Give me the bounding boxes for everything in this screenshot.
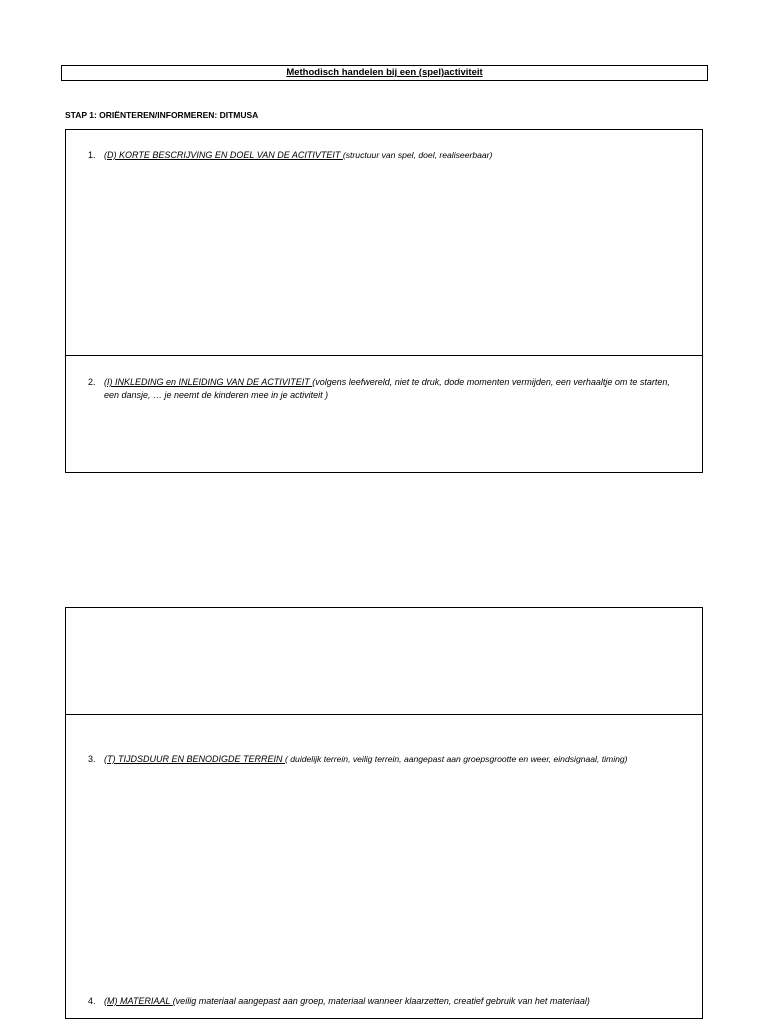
question-3: [88, 753, 680, 766]
answer-field-2-continued[interactable]: [66, 608, 702, 714]
question-note: ( duidelijk terrein, veilig terrein, aangepast aan groepsgrootte en weer, eindsignaal, timing): [285, 754, 628, 764]
question-note: (veilig materiaal aangepast aan groep, materiaal wanneer klaarzetten, creatief gebruik van het materiaal): [172, 996, 590, 1006]
question-label: (D) KORTE BESCRIJVING EN DOEL VAN DE ACITIVTEIT: [104, 150, 343, 160]
question-label: (M) MATERIAAL: [104, 996, 173, 1006]
question-label: (I) INKLEDING en INLEIDING VAN DE ACTIVITEIT: [104, 377, 313, 387]
question-number: 1.: [88, 150, 96, 160]
answer-field-3[interactable]: [66, 714, 702, 1018]
form-box-top: [65, 129, 703, 473]
question-number: 3.: [88, 754, 96, 764]
step-heading: STAP 1: ORIËNTEREN/INFORMEREN: DITMUSA: [65, 110, 259, 120]
answer-field-2[interactable]: [66, 355, 702, 472]
question-number: 2.: [88, 377, 96, 387]
question-note: (volgens leefwereld, niet te druk, dode momenten vermijden, een verhaaltje om te starten, een dansje, … je neemt de kinderen mee in je activiteit ): [104, 377, 670, 400]
question-4: [88, 995, 698, 1008]
question-label: (T) TIJDSDUUR EN BENODIGDE TERREIN: [104, 754, 286, 764]
form-box-bottom: [65, 607, 703, 1019]
document-title: Methodisch handelen bij een (spel)activiteit: [61, 65, 708, 81]
answer-field-1[interactable]: [66, 130, 702, 355]
question-number: 4.: [88, 996, 96, 1006]
question-1: [88, 149, 680, 162]
question-note: (structuur van spel, doel, realiseerbaar): [342, 150, 493, 160]
question-2: [88, 376, 680, 402]
